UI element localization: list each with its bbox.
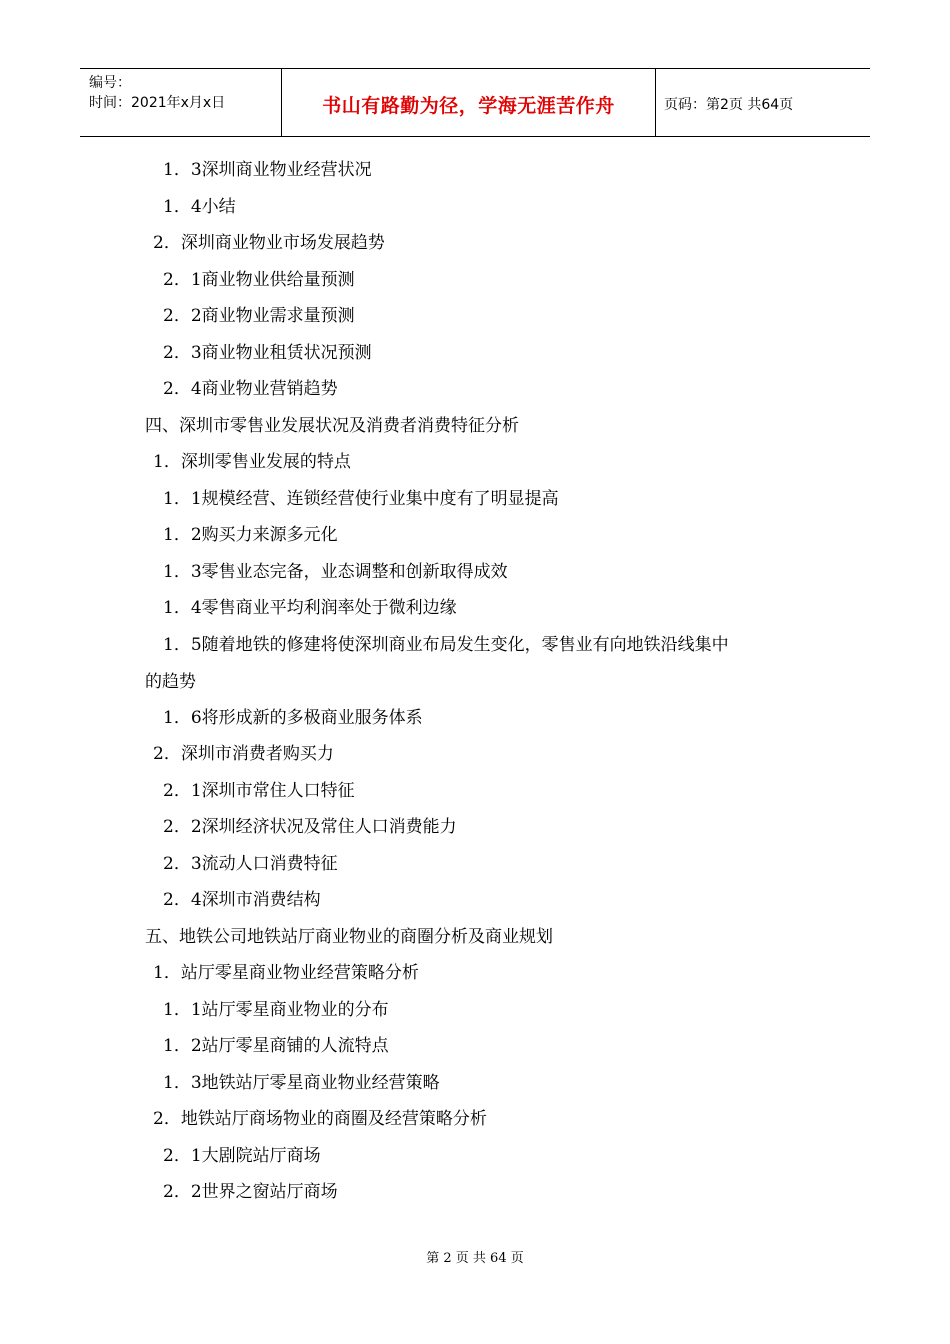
toc-line: 1．4零售商业平均利润率处于微利边缘 bbox=[163, 598, 457, 618]
toc-line: 2．地铁站厅商场物业的商圈及经营策略分析 bbox=[153, 1109, 487, 1129]
header-middle-cell bbox=[282, 69, 656, 136]
header-page-info: 页码：第2页 共64页 bbox=[664, 97, 794, 113]
document-time-label: 时间：2021年x月x日 bbox=[89, 95, 226, 111]
toc-line: 2．2商业物业需求量预测 bbox=[163, 306, 355, 326]
header-right-cell bbox=[656, 69, 870, 136]
toc-line: 1．站厅零星商业物业经营策略分析 bbox=[153, 963, 419, 983]
toc-line: 2．1大剧院站厅商场 bbox=[163, 1146, 321, 1166]
page-header bbox=[80, 68, 870, 137]
toc-line: 1．3零售业态完备，业态调整和创新取得成效 bbox=[163, 562, 508, 582]
toc-line: 1．3深圳商业物业经营状况 bbox=[163, 160, 372, 180]
toc-line: 2．4商业物业营销趋势 bbox=[163, 379, 338, 399]
toc-line: 1．4小结 bbox=[163, 197, 236, 217]
toc-line: 五、地铁公司地铁站厅商业物业的商圈分析及商业规划 bbox=[145, 927, 553, 947]
toc-line: 2．深圳市消费者购买力 bbox=[153, 744, 334, 764]
toc-line: 1．2购买力来源多元化 bbox=[163, 525, 338, 545]
toc-line: 2．3商业物业租赁状况预测 bbox=[163, 343, 372, 363]
toc-line: 2．2深圳经济状况及常住人口消费能力 bbox=[163, 817, 457, 837]
page-footer: 第 2 页 共 64 页 bbox=[426, 1251, 524, 1266]
toc-line: 1．5随着地铁的修建将使深圳商业布局发生变化，零售业有向地铁沿线集中 bbox=[163, 635, 729, 655]
toc-line: 1．深圳零售业发展的特点 bbox=[153, 452, 351, 472]
toc-line: 2．3流动人口消费特征 bbox=[163, 854, 338, 874]
header-left-cell bbox=[80, 69, 282, 136]
toc-line: 1．6将形成新的多极商业服务体系 bbox=[163, 708, 423, 728]
toc-line: 的趋势 bbox=[145, 672, 196, 692]
document-number-label: 编号： bbox=[89, 75, 131, 91]
toc-line: 2．2世界之窗站厅商场 bbox=[163, 1182, 338, 1202]
toc-line: 2．1深圳市常住人口特征 bbox=[163, 781, 355, 801]
toc-line: 2．1商业物业供给量预测 bbox=[163, 270, 355, 290]
toc-line: 1．1规模经营、连锁经营使行业集中度有了明显提高 bbox=[163, 489, 559, 509]
toc-line: 2．深圳商业物业市场发展趋势 bbox=[153, 233, 385, 253]
toc-line: 2．4深圳市消费结构 bbox=[163, 890, 321, 910]
toc-line: 1．1站厅零星商业物业的分布 bbox=[163, 1000, 389, 1020]
toc-line: 四、深圳市零售业发展状况及消费者消费特征分析 bbox=[145, 416, 519, 436]
toc-line: 1．2站厅零星商铺的人流特点 bbox=[163, 1036, 389, 1056]
toc-line: 1．3地铁站厅零星商业物业经营策略 bbox=[163, 1073, 440, 1093]
header-motto: 书山有路勤为径，学海无涯苦作舟 bbox=[322, 95, 615, 117]
